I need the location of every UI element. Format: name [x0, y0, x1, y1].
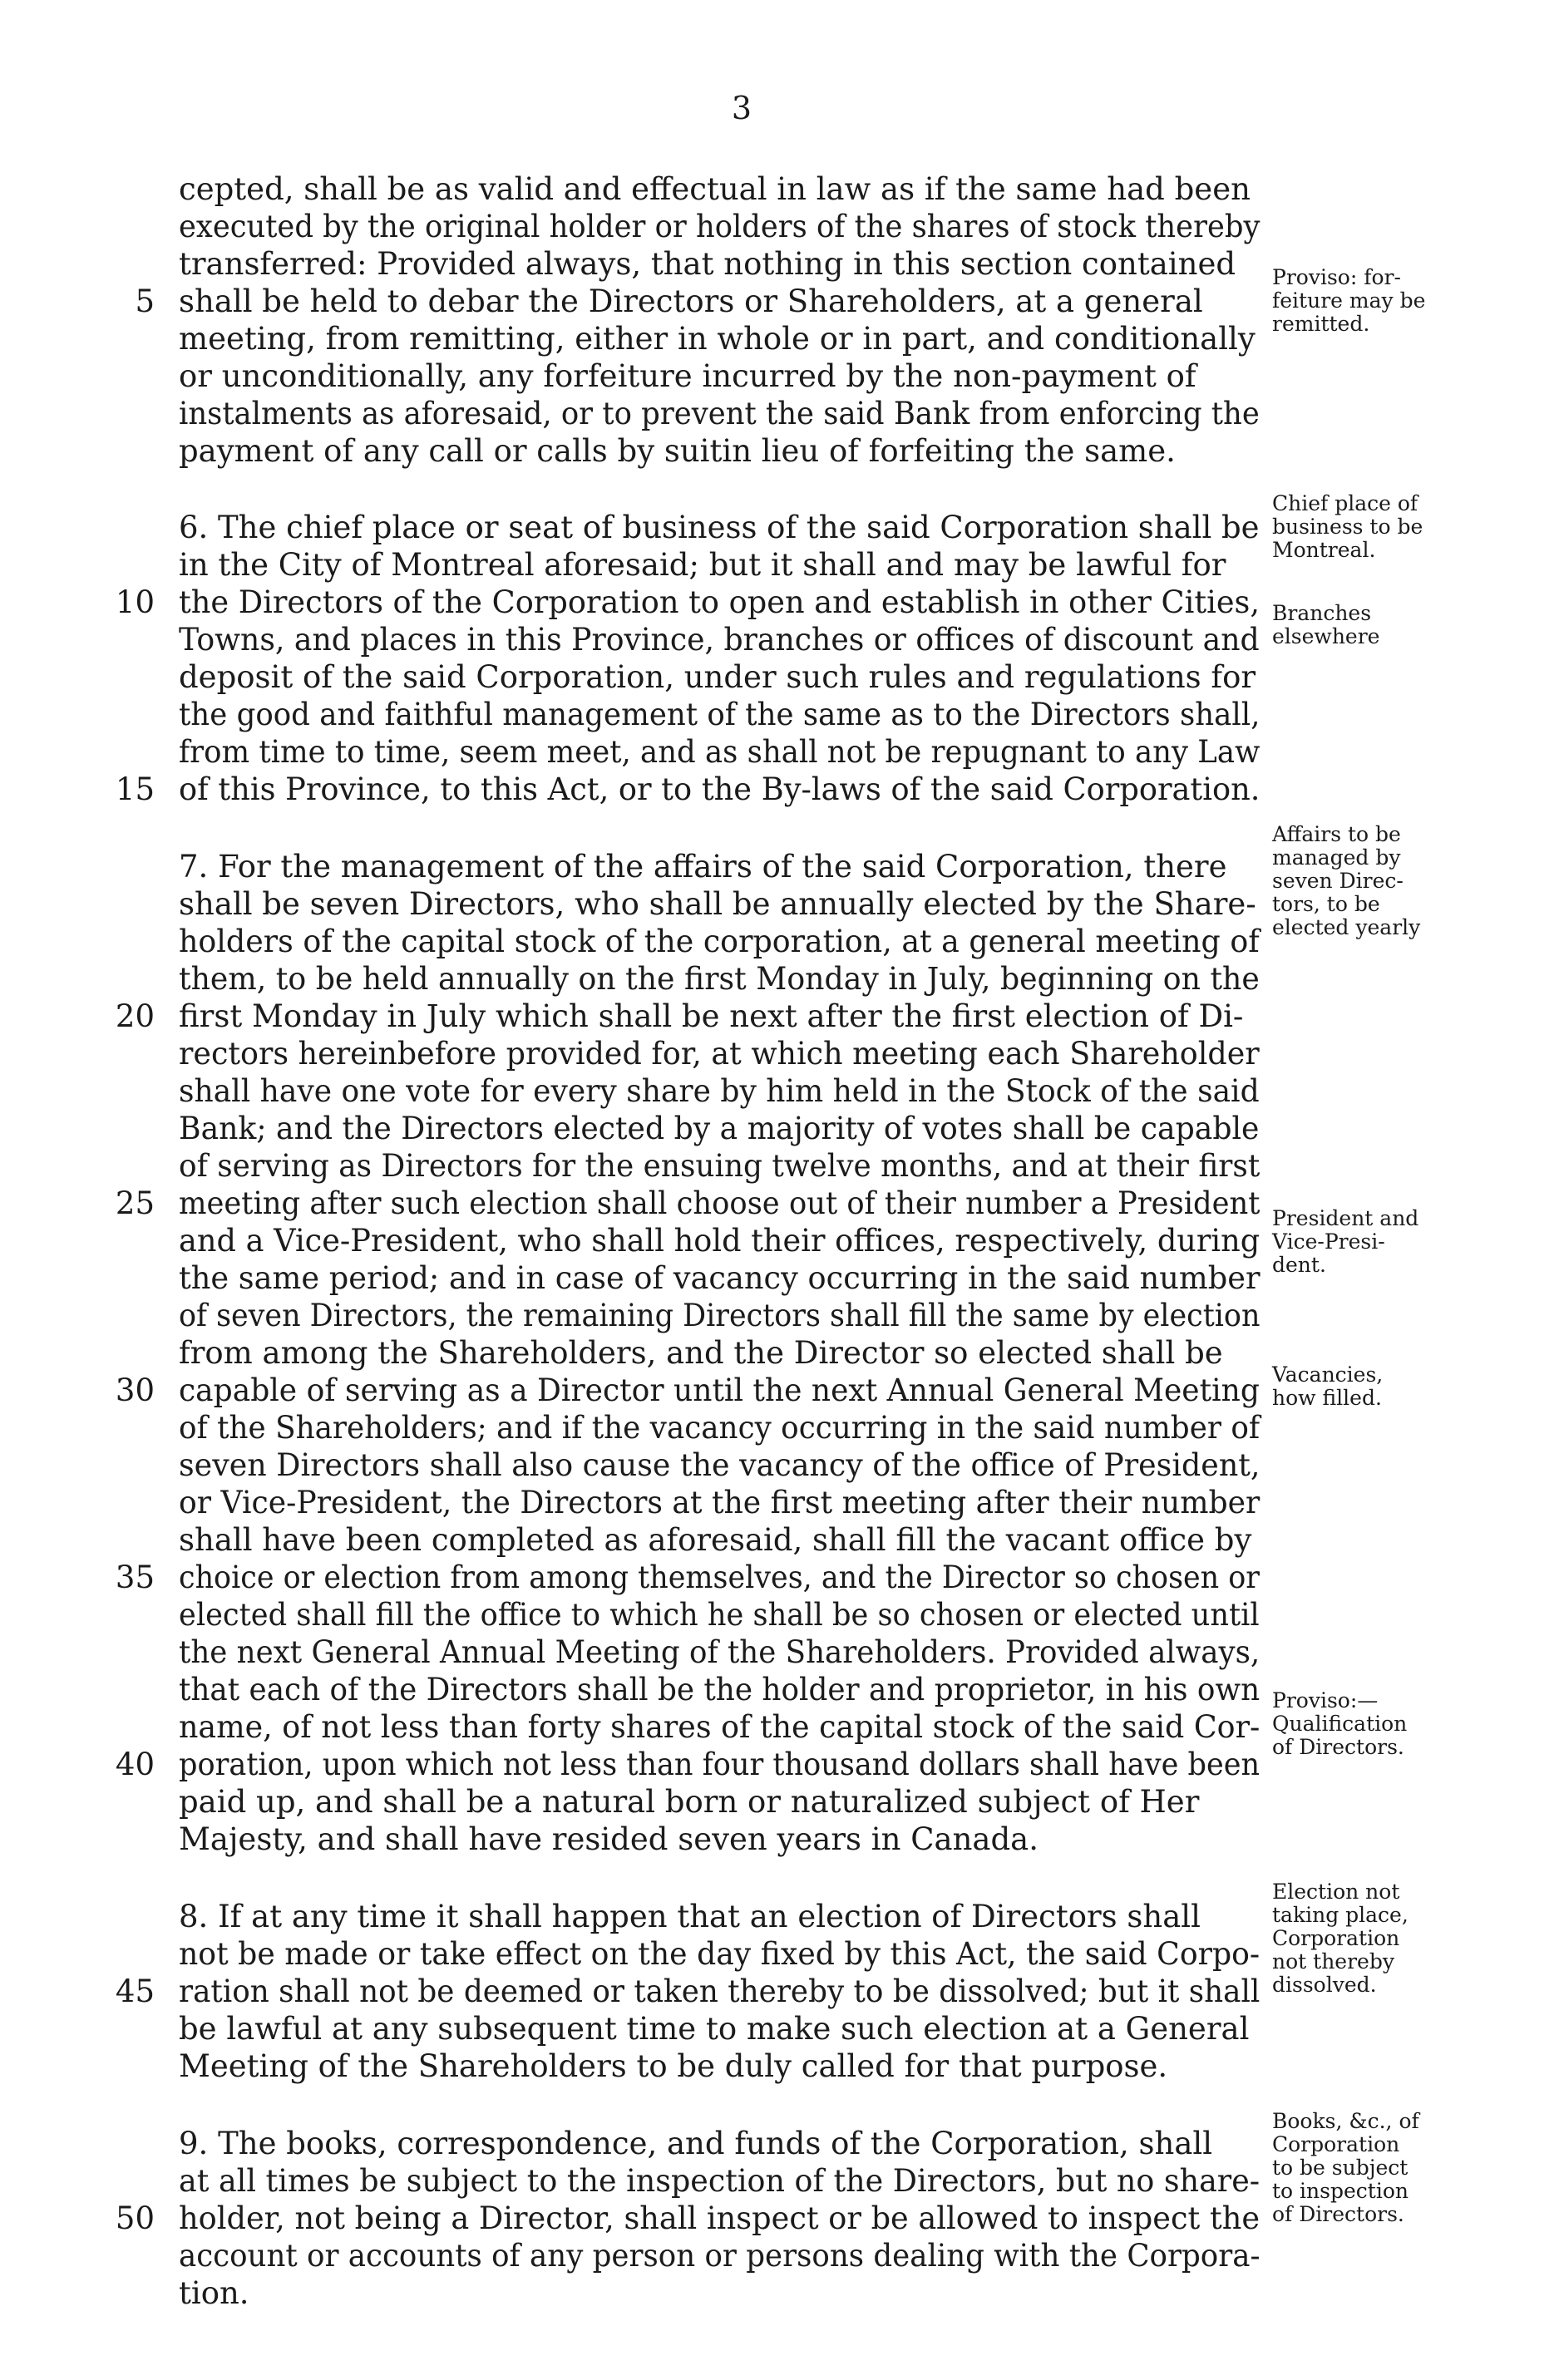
- text-line: of serving as Directors for the ensuing twelve months, and at their first: [179, 1148, 1261, 1184]
- marginal-note: Proviso: for- feiture may be remitted.: [1272, 265, 1426, 336]
- line-number: 25: [115, 1185, 155, 1221]
- text-line: Bank; and the Directors elected by a majority of votes shall be capable: [179, 1111, 1260, 1146]
- text-line: from among the Shareholders, and the Director so elected shall be: [179, 1335, 1223, 1371]
- text-line: paid up, and shall be a natural born or naturalized subject of Her: [179, 1784, 1200, 1820]
- text-line: transferred: Provided always, that nothing in this section contained: [179, 246, 1236, 282]
- text-line: deposit of the said Corporation, under such rules and regulations for: [179, 659, 1256, 695]
- text-line: or Vice-President, the Directors at the first meeting after their number: [179, 1485, 1261, 1520]
- text-line: name, of not less than forty shares of the capital stock of the said Cor-: [179, 1709, 1261, 1745]
- text-line: them, to be held annually on the first Monday in July, beginning on the: [179, 961, 1260, 997]
- text-line: payment of any call or calls by suitin lieu of forfeiting the same.: [179, 433, 1176, 469]
- text-line: the Directors of the Corporation to open and establish in other Cities,: [179, 584, 1261, 620]
- marginal-note: Election not taking place, Corporation not thereby dissolved.: [1272, 1880, 1409, 1997]
- text-line: rectors hereinbefore provided for, at which meeting each Shareholder: [179, 1036, 1260, 1072]
- text-line: executed by the original holder or holders of the shares of stock thereby: [179, 209, 1261, 244]
- marginal-note: President and Vice-Presi- dent.: [1272, 1206, 1419, 1277]
- text-line: shall have been completed as aforesaid, shall fill the vacant office by: [179, 1522, 1252, 1558]
- text-line: choice or election from among themselves, and the Director so chosen or: [179, 1560, 1260, 1595]
- line-number: 15: [115, 771, 155, 807]
- marginal-note: Books, &c., of Corporation to be subject to inspection of Directors.: [1272, 2109, 1419, 2226]
- text-line: 7. For the management of the affairs of the said Corporation, there: [179, 849, 1227, 884]
- text-line: holders of the capital stock of the corporation, at a general meeting of: [179, 924, 1260, 959]
- page-number: 3: [731, 90, 752, 126]
- text-line: the next General Annual Meeting of the Shareholders. Provided always,: [179, 1634, 1261, 1670]
- text-line: Towns, and places in this Province, branches or offices of discount and: [179, 622, 1260, 658]
- text-line: be lawful at any subsequent time to make such election at a General: [179, 2011, 1250, 2047]
- text-line: first Monday in July which shall be next after the first election of Di-: [179, 998, 1244, 1034]
- text-line: not be made or take effect on the day fixed by this Act, the said Corpo-: [179, 1936, 1261, 1972]
- text-line: of the Shareholders; and if the vacancy occurring in the said number of: [179, 1410, 1261, 1446]
- text-line: 9. The books, correspondence, and funds of the Corporation, shall: [179, 2126, 1213, 2161]
- text-line: poration, upon which not less than four thousand dollars shall have been: [179, 1747, 1261, 1782]
- line-number: 45: [115, 1973, 155, 2009]
- line-number: 20: [115, 998, 155, 1034]
- line-number: 30: [115, 1372, 155, 1408]
- text-line: in the City of Montreal aforesaid; but it shall and may be lawful for: [179, 547, 1226, 583]
- text-line: from time to time, seem meet, and as shall not be repugnant to any Law: [179, 734, 1261, 770]
- text-line: Majesty, and shall have resided seven years in Canada.: [179, 1821, 1039, 1857]
- text-line: or unconditionally, any forfeiture incurred by the non-payment of: [179, 358, 1196, 394]
- text-line: capable of serving as a Director until the next Annual General Meeting: [179, 1372, 1260, 1408]
- line-number: 40: [115, 1747, 155, 1782]
- text-line: at all times be subject to the inspection of the Directors, but no share-: [179, 2163, 1261, 2199]
- text-line: elected shall fill the office to which he shall be so chosen or elected until: [179, 1597, 1260, 1633]
- text-line: ration shall not be deemed or taken thereby to be dissolved; but it shall: [179, 1973, 1261, 2009]
- marginal-note: Affairs to be managed by seven Direc- tors, to be elected yearly: [1272, 822, 1421, 939]
- text-line: tion.: [179, 2275, 249, 2311]
- marginal-note: Chief place of business to be Montreal.: [1272, 491, 1423, 562]
- text-line: of seven Directors, the remaining Directors shall fill the same by election: [179, 1298, 1261, 1333]
- text-line: meeting, from remitting, either in whole or in part, and conditionally: [179, 321, 1256, 357]
- text-line: the good and faithful management of the same as to the Directors shall,: [179, 697, 1261, 732]
- line-number: 5: [135, 283, 155, 319]
- text-line: 6. The chief place or seat of business of the said Corporation shall be: [179, 510, 1260, 545]
- text-line: cepted, shall be as valid and effectual in law as if the same had been: [179, 171, 1251, 207]
- text-line: account or accounts of any person or persons dealing with the Corpora-: [179, 2238, 1261, 2274]
- text-line: instalments as aforesaid, or to prevent the said Bank from enforcing the: [179, 396, 1260, 431]
- text-line: shall be seven Directors, who shall be annually elected by the Share-: [179, 886, 1256, 922]
- text-line: holder, not being a Director, shall inspect or be allowed to inspect the: [179, 2200, 1261, 2236]
- text-line: that each of the Directors shall be the holder and proprietor, in his own: [179, 1672, 1261, 1707]
- text-line: Meeting of the Shareholders to be duly called for that purpose.: [179, 2048, 1168, 2084]
- text-line: of this Province, to this Act, or to the By-laws of the said Corporation.: [179, 771, 1261, 807]
- line-number: 35: [115, 1560, 155, 1595]
- line-number: 10: [115, 584, 155, 620]
- text-line: shall have one vote for every share by him held in the Stock of the said: [179, 1073, 1260, 1109]
- text-line: the same period; and in case of vacancy occurring in the said number: [179, 1260, 1261, 1296]
- text-line: meeting after such election shall choose out of their number a President: [179, 1185, 1261, 1221]
- text-line: shall be held to debar the Directors or Shareholders, at a general: [179, 283, 1203, 319]
- text-line: seven Directors shall also cause the vacancy of the office of President,: [179, 1447, 1261, 1483]
- text-line: and a Vice-President, who shall hold their offices, respectively, during: [179, 1223, 1261, 1259]
- marginal-note: Vacancies, how filled.: [1272, 1362, 1384, 1410]
- text-line: 8. If at any time it shall happen that an election of Directors shall: [179, 1899, 1201, 1934]
- marginal-note: Proviso:— Qualification of Directors.: [1272, 1688, 1408, 1759]
- marginal-note: Branches elsewhere: [1272, 601, 1380, 648]
- line-number: 50: [115, 2200, 155, 2236]
